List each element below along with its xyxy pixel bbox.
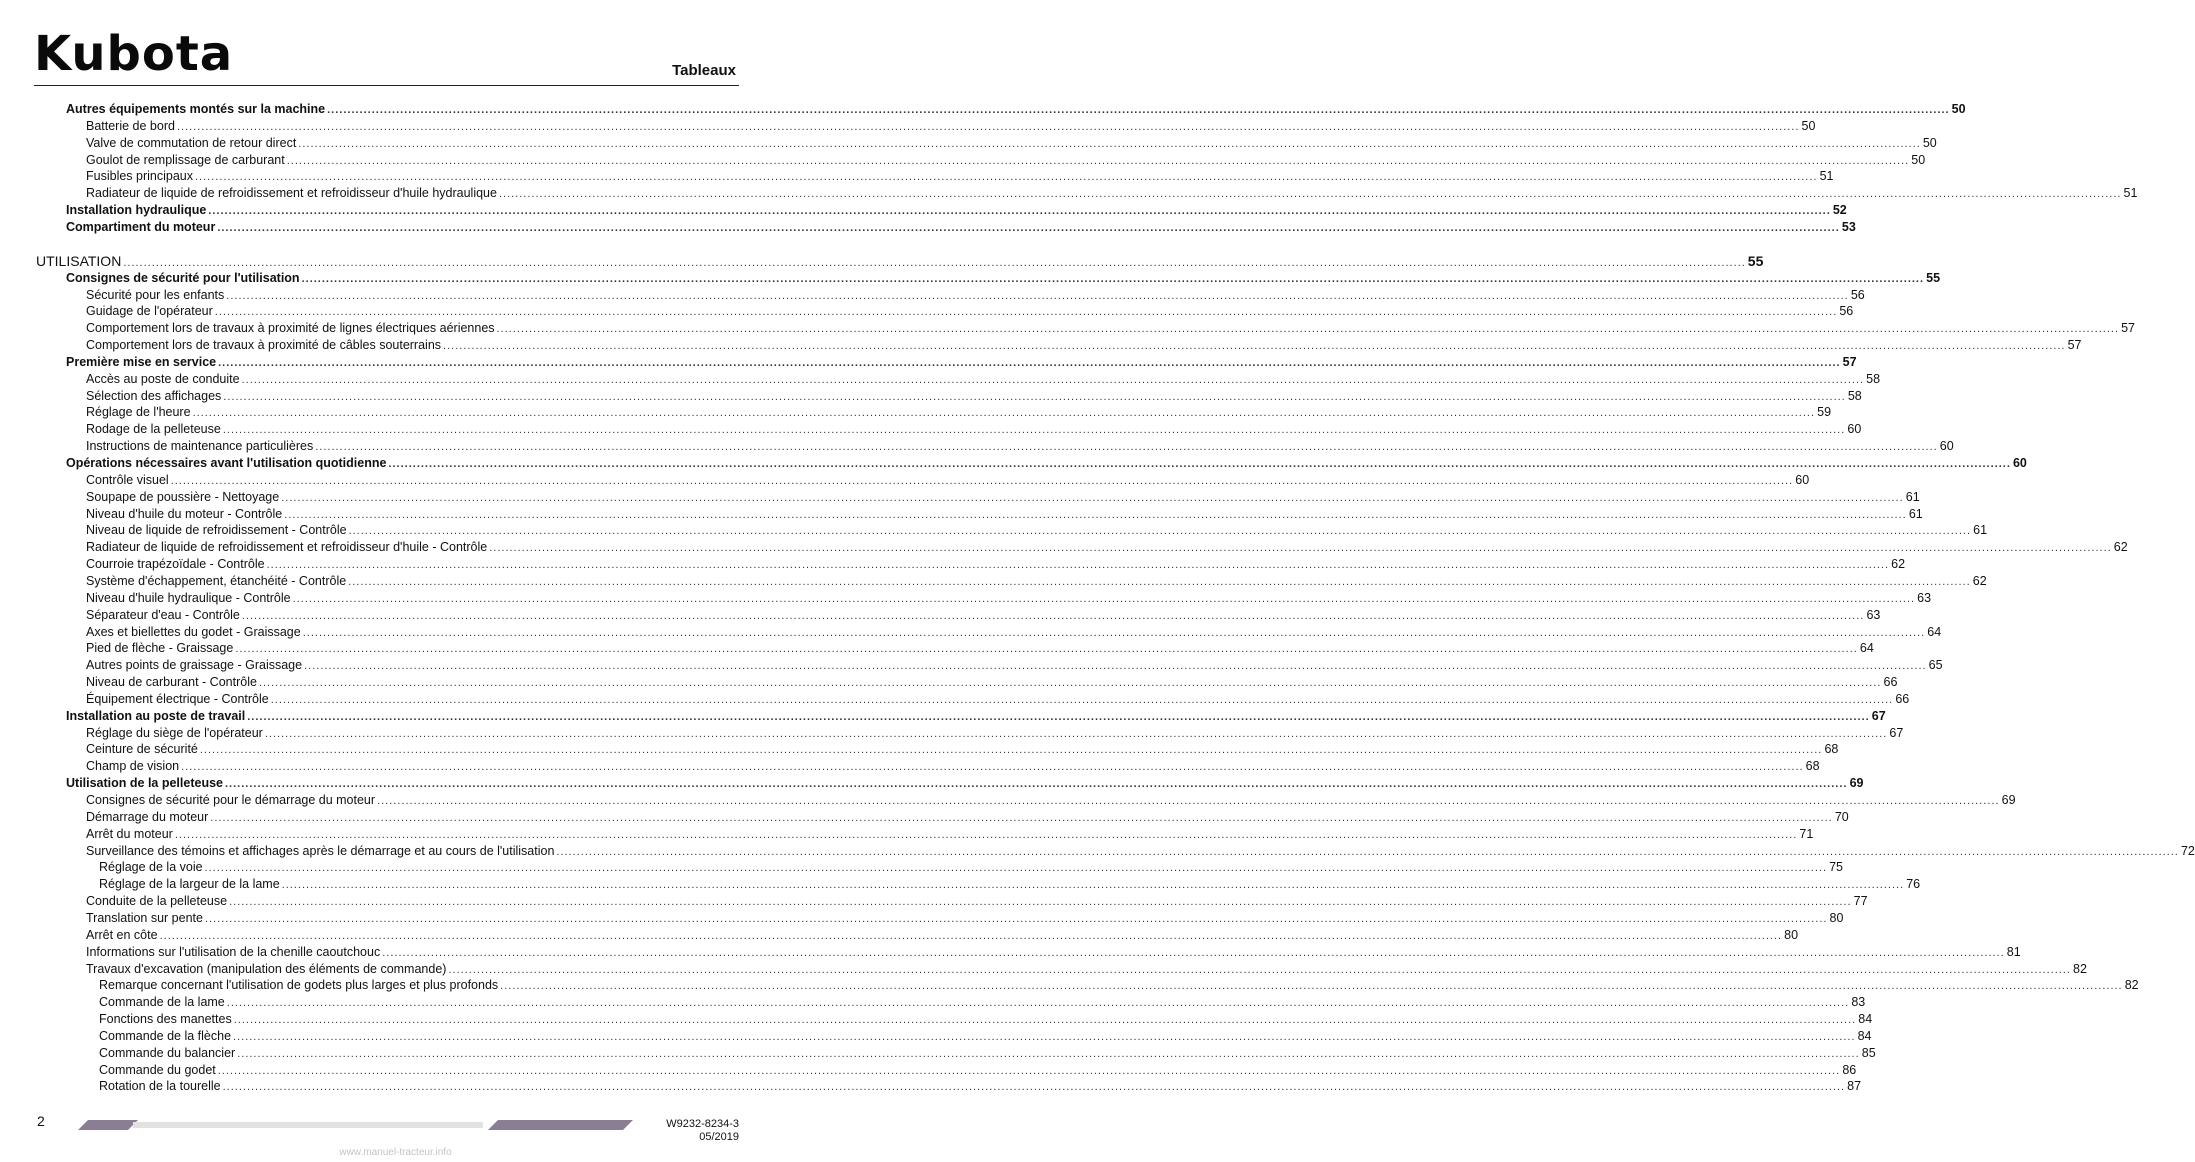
toc-entry-page: 55 [1926,270,1941,285]
toc-entry-label: Commande de la flèche [99,1028,232,1043]
toc-entry[interactable] [99,994,1866,1011]
toc-entry-page: 69 [1849,776,1864,791]
toc-entry-page: 62 [1891,557,1906,572]
toc-dot-leader: ................................................................................................................................................................................................................................................................................................................................................................................................................ [237,1047,1860,1060]
toc-entry-page: 80 [1784,927,1799,942]
toc-entry-page: 87 [1847,1079,1862,1094]
toc-entry-page: 82 [2124,978,2139,993]
toc-entry[interactable] [86,758,1820,775]
toc-dot-leader: ................................................................................................................................................................................................................................................................................................................................................................................................................ [225,778,1848,791]
toc-entry-page: 61 [1905,489,1920,504]
toc-dot-leader: ................................................................................................................................................................................................................................................................................................................................................................................................................ [204,912,1828,925]
toc-entry-label: Fonctions des manettes [99,1012,232,1027]
toc-entry[interactable] [86,168,1834,185]
toc-dot-leader: ................................................................................................................................................................................................................................................................................................................................................................................................................ [170,474,1794,487]
toc-entry-label: Opérations nécessaires avant l'utilisation quotidienne [66,456,387,470]
toc-entry-label: Instructions de maintenance particulières [86,439,314,454]
toc-entry-label: Autres équipements montés sur la machine [66,102,326,116]
toc-dot-leader: ................................................................................................................................................................................................................................................................................................................................................................................................................ [226,997,1850,1010]
toc-dot-leader: ................................................................................................................................................................................................................................................................................................................................................................................................................ [382,946,2005,959]
page-number: 2 [37,1113,45,1129]
toc-dot-leader: ................................................................................................................................................................................................................................................................................................................................................................................................................ [500,980,2123,993]
toc-entry-label: Valve de commutation de retour direct [86,135,297,150]
toc-dot-leader: ................................................................................................................................................................................................................................................................................................................................................................................................................ [241,609,1865,622]
toc-entry-label: Comportement lors de travaux à proximité de câbles souterrains [86,338,442,353]
toc-entry-page: 60 [1939,439,1954,454]
section-title: Tableaux [672,62,736,79]
toc-entry-label: Niveau d'huile hydraulique - Contrôle [86,590,291,605]
toc-entry[interactable] [86,725,1904,742]
toc-entry[interactable] [86,843,2195,860]
toc-entry[interactable] [86,624,1942,641]
toc-dot-leader: ................................................................................................................................................................................................................................................................................................................................................................................................................ [222,1081,1846,1094]
toc-entry-label: Démarrage du moteur [86,809,209,824]
toc-entry-label: Réglage de l'heure [86,405,191,420]
toc-entry[interactable] [86,404,1832,421]
toc-dot-leader: ................................................................................................................................................................................................................................................................................................................................................................................................................ [292,592,1916,605]
toc-entry-label: Installation hydraulique [66,203,207,218]
toc-entry-page: 51 [1819,169,1834,184]
toc-entry-label: Rodage de la pelleteuse [86,422,221,437]
toc-entry-page: 57 [2067,338,2082,353]
toc-entry[interactable] [86,472,1810,489]
toc-entry[interactable] [66,270,1941,287]
toc-entry-page: 60 [1795,472,1810,487]
toc-entry[interactable] [86,506,1923,523]
toc-entry[interactable] [86,371,1881,388]
toc-entry[interactable] [86,674,1898,691]
toc-entry[interactable] [86,573,1987,590]
toc-dot-leader: ................................................................................................................................................................................................................................................................................................................................................................................................................ [176,120,1800,133]
toc-entry[interactable] [86,388,1862,405]
toc-entry[interactable] [86,607,1881,624]
toc-dot-leader: ................................................................................................................................................................................................................................................................................................................................................................................................................ [298,137,1921,150]
toc-entry-label: Commande du godet [99,1062,216,1077]
toc-entry[interactable] [86,185,2138,202]
toc-entry-page: 57 [2121,321,2136,336]
toc-entry-page: 82 [2073,961,2087,976]
toc-entry-page: 50 [1801,118,1816,133]
toc-entry-label: Radiateur de liquide de refroidissement et refroidisseur d'huile hydraulique [86,186,497,201]
toc-entry[interactable] [99,1028,1872,1045]
toc-entry[interactable] [86,539,2128,556]
toc-dot-leader: ................................................................................................................................................................................................................................................................................................................................................................................................................ [258,677,1882,690]
toc-dot-leader: ................................................................................................................................................................................................................................................................................................................................................................................................................ [498,188,2122,201]
toc-dot-leader: ................................................................................................................................................................................................................................................................................................................................................................................................................ [281,879,1905,892]
toc-entry-page: 53 [1841,219,1856,234]
toc-entry-label: Informations sur l'utilisation de la chenille caoutchouc [86,944,381,959]
toc-entry-label: Axes et biellettes du godet - Graissage [86,624,301,639]
toc-dot-leader: ................................................................................................................................................................................................................................................................................................................................................................................................................ [217,1064,1841,1077]
toc-entry-page: 55 [1747,252,1764,269]
toc-entry-page: 64 [1927,624,1942,639]
toc-entry-page: 69 [2001,793,2016,807]
toc-entry[interactable] [99,1078,1862,1095]
toc-dot-leader: ................................................................................................................................................................................................................................................................................................................................................................................................................ [556,845,2179,858]
toc-entry[interactable] [86,438,1954,455]
toc-dot-leader: ................................................................................................................................................................................................................................................................................................................................................................................................................ [489,542,2112,555]
toc-entry-label: Première mise en service [66,354,217,369]
toc-entry[interactable] [86,303,1854,320]
toc-dot-leader: ................................................................................................................................................................................................................................................................................................................................................................................................................ [247,710,1870,723]
toc-entry[interactable] [86,893,1868,910]
toc-entry[interactable] [66,775,1864,792]
toc-entry[interactable] [86,118,1816,135]
toc-dot-leader: ................................................................................................................................................................................................................................................................................................................................................................................................................ [222,424,1846,437]
toc-entry[interactable] [86,135,1937,152]
toc-entry-page: 51 [2123,186,2138,201]
toc-entry-label: UTILISATION [36,252,122,269]
toc-entry-label: Niveau d'huile du moteur - Contrôle [86,506,283,521]
toc-entry-page: 68 [1824,742,1839,757]
toc-entry-label: Autres points de graissage - Graissage [86,658,303,673]
toc-entry-label: Arrêt en côte [86,927,158,942]
toc-entry-label: Accès au poste de conduite [86,371,240,386]
toc-entry-label: Contrôle visuel [86,472,169,487]
kubota-logo: Kubota [34,26,234,82]
toc-entry-page: 71 [1799,826,1814,841]
toc-dot-leader: ................................................................................................................................................................................................................................................................................................................................................................................................................ [302,626,1926,639]
toc-entry[interactable] [86,691,1910,708]
document-date: 05/2019 [699,1131,739,1143]
toc-entry-page: 62 [2113,540,2128,555]
toc-dot-leader: ................................................................................................................................................................................................................................................................................................................................................................................................................ [496,323,2120,336]
toc-entry-page: 76 [1906,877,1921,892]
toc-dot-leader: ................................................................................................................................................................................................................................................................................................................................................................................................................ [235,643,1858,656]
toc-entry-label: Arrêt du moteur [86,826,173,841]
toc-dot-leader: ................................................................................................................................................................................................................................................................................................................................................................................................................ [388,458,2011,470]
toc-entry-page: 50 [1922,135,1937,150]
toc-dot-leader: ................................................................................................................................................................................................................................................................................................................................................................................................................ [123,256,1746,269]
document-reference: W9232-8234-3 [666,1118,739,1130]
toc-entry-page: 50 [1951,102,1966,116]
toc-dot-leader: ................................................................................................................................................................................................................................................................................................................................................................................................................ [229,896,1852,909]
toc-entry[interactable] [86,556,1906,573]
toc-entry[interactable] [99,977,2139,994]
toc-entry[interactable] [86,421,1862,438]
toc-dot-leader: ................................................................................................................................................................................................................................................................................................................................................................................................................ [218,356,1841,369]
toc-entry-label: Sécurité pour les enfants [86,287,225,302]
toc-entry-page: 67 [1871,708,1886,723]
toc-dot-leader: ................................................................................................................................................................................................................................................................................................................................................................................................................ [270,693,1894,706]
document-code [666,1118,739,1144]
toc-entry-label: Radiateur de liquide de refroidissement et refroidisseur d'huile - Contrôle [86,540,488,555]
toc-dot-leader: ................................................................................................................................................................................................................................................................................................................................................................................................................ [174,828,1798,841]
toc-entry-page: 56 [1850,287,1865,302]
toc-entry[interactable] [99,1011,1873,1028]
toc-dot-leader: ................................................................................................................................................................................................................................................................................................................................................................................................................ [286,154,1910,167]
toc-entry-label: Guidage de l'opérateur [86,304,213,319]
toc-entry-label: Commande de la lame [99,995,225,1010]
toc-entry-label: Séparateur d'eau - Contrôle [86,607,240,622]
toc-entry-label: Translation sur pente [86,910,203,925]
toc-dot-leader: ................................................................................................................................................................................................................................................................................................................................................................................................................ [284,508,1907,521]
toc-entry-page: 77 [1853,894,1868,909]
toc-entry-label: Comportement lors de travaux à proximité de lignes électriques aériennes [86,321,495,336]
toc-entry-page: 66 [1883,675,1898,690]
toc-entry-page: 67 [1889,725,1904,740]
toc-entry-label: Goulot de remplissage de carburant [86,152,285,167]
toc-entry[interactable] [86,910,1844,927]
toc-entry[interactable] [86,590,1932,607]
toc-dot-leader: ................................................................................................................................................................................................................................................................................................................................................................................................................ [159,929,1783,942]
toc-entry[interactable] [86,640,1874,657]
toc-dot-leader: ................................................................................................................................................................................................................................................................................................................................................................................................................ [208,205,1831,218]
toc-dot-leader: ................................................................................................................................................................................................................................................................................................................................................................................................................ [214,306,1838,319]
toc-dot-leader: ................................................................................................................................................................................................................................................................................................................................................................................................................ [348,575,1971,588]
toc-dot-leader: ................................................................................................................................................................................................................................................................................................................................................................................................................ [266,559,1890,572]
toc-dot-leader: ................................................................................................................................................................................................................................................................................................................................................................................................................ [217,221,1840,234]
toc-entry[interactable] [86,522,1988,539]
toc-entry[interactable] [66,354,1857,371]
toc-entry[interactable] [86,826,1814,843]
toc-dot-leader: ................................................................................................................................................................................................................................................................................................................................................................................................................ [233,1014,1857,1027]
footer-decorative-bar [78,1118,638,1132]
toc-entry-page: 70 [1834,809,1849,824]
toc-entry-label: Niveau de carburant - Contrôle [86,675,257,690]
toc-entry-page: 63 [1866,607,1881,622]
toc-entry[interactable] [99,859,1844,876]
toc-entry-page: 75 [1829,860,1844,875]
toc-entry-page: 52 [1832,203,1847,218]
toc-entry-page: 83 [1851,995,1866,1010]
toc-entry[interactable] [86,961,2087,978]
toc-entry-page: 81 [2006,944,2021,959]
toc-entry[interactable] [86,337,2082,354]
toc-dot-leader: ................................................................................................................................................................................................................................................................................................................................................................................................................ [448,963,2071,976]
toc-entry-label: Courroie trapézoïdale - Contrôle [86,557,265,572]
toc-dot-leader: ................................................................................................................................................................................................................................................................................................................................................................................................................ [223,390,1846,403]
toc-entry-page: 64 [1859,641,1874,656]
toc-dot-leader: ................................................................................................................................................................................................................................................................................................................................................................................................................ [233,1030,1856,1043]
toc-entry-label: Conduite de la pelleteuse [86,894,228,909]
toc-entry[interactable] [86,489,1920,506]
toc-entry[interactable] [86,927,1799,944]
toc-entry-label: Soupape de poussière - Nettoyage [86,489,280,504]
watermark: www.manuel-tracteur.info [339,1147,452,1158]
toc-entry-label: Fusibles principaux [86,169,193,184]
toc-entry[interactable] [99,1062,1857,1079]
toc-dot-leader: ................................................................................................................................................................................................................................................................................................................................................................................................................ [315,441,1938,454]
toc-dot-leader: ................................................................................................................................................................................................................................................................................................................................................................................................................ [192,407,1816,420]
toc-entry-page: 84 [1858,1012,1873,1027]
toc-entry-page: 66 [1895,691,1910,706]
toc-dot-leader: ................................................................................................................................................................................................................................................................................................................................................................................................................ [241,373,1865,386]
toc-entry[interactable] [86,792,2016,809]
toc-dot-leader: ................................................................................................................................................................................................................................................................................................................................................................................................................ [195,171,1818,184]
toc-entry-label: Pied de flèche - Graissage [86,641,234,656]
toc-dot-leader: ................................................................................................................................................................................................................................................................................................................................................................................................................ [443,340,2066,353]
toc-entry-page: 85 [1861,1045,1876,1060]
toc-entry[interactable] [66,708,1886,725]
toc-dot-leader: ................................................................................................................................................................................................................................................................................................................................................................................................................ [210,811,1833,824]
toc-entry-label: Équipement électrique - Contrôle [86,691,269,706]
toc-entry-label: Niveau de liquide de refroidissement - Contrôle [86,523,347,538]
toc-dot-leader: ................................................................................................................................................................................................................................................................................................................................................................................................................ [281,491,1904,504]
toc-entry-label: Réglage de la largeur de la lame [99,877,280,892]
toc-entry-label: Réglage du siège de l'opérateur [86,725,263,740]
toc-entry-page: 58 [1866,371,1881,386]
toc-dot-leader: ................................................................................................................................................................................................................................................................................................................................................................................................................ [264,727,1888,740]
toc-dot-leader: ................................................................................................................................................................................................................................................................................................................................................................................................................ [181,761,1804,774]
toc-entry-label: Ceinture de sécurité [86,742,198,757]
toc-entry-label: Commande du balancier [99,1045,236,1060]
toc-entry-label: Sélection des affichages [86,388,222,403]
toc-entry-label: Compartiment du moteur [66,219,216,234]
toc-entry-page: 61 [1973,523,1988,538]
toc-entry[interactable] [86,741,1839,758]
toc-entry-label: Champ de vision [86,759,180,774]
toc-entry-label: Consignes de sécurité pour le démarrage du moteur [86,793,376,807]
toc-entry-label: Réglage de la voie [99,860,203,875]
toc-entry-label: Batterie de bord [86,118,175,133]
toc-entry[interactable] [86,809,1849,826]
toc-entry[interactable] [66,101,1966,118]
toc-entry-label: Rotation de la tourelle [99,1079,221,1094]
toc-entry-label: Travaux d'excavation (manipulation des éléments de commande) [86,961,447,976]
toc-entry-page: 58 [1847,388,1862,403]
toc-dot-leader: ................................................................................................................................................................................................................................................................................................................................................................................................................ [199,744,1823,757]
toc-entry-label: Surveillance des témoins et affichages après le démarrage et au cours de l'utilisation [86,843,555,858]
toc-entry-page: 61 [1908,506,1923,521]
toc-entry-page: 65 [1928,658,1943,673]
toc-entry-page: 60 [1847,422,1862,437]
toc-entry-page: 62 [1972,573,1987,588]
toc-entry[interactable] [66,219,1856,236]
toc-dot-leader: ................................................................................................................................................................................................................................................................................................................................................................................................................ [348,525,1972,538]
toc-entry[interactable] [86,944,2021,961]
toc-entry[interactable] [66,202,1847,219]
header-divider [34,85,739,86]
toc-entry-page: 80 [1829,910,1844,925]
toc-entry[interactable] [36,252,1764,270]
toc-entry[interactable] [86,320,2136,337]
toc-entry-page: 57 [1842,354,1857,369]
toc-entry-page: 68 [1805,759,1820,774]
toc-entry-page: 50 [1911,152,1926,167]
toc-entry-page: 63 [1917,590,1932,605]
toc-entry[interactable] [86,152,1926,169]
toc-entry-page: 84 [1857,1028,1872,1043]
toc-dot-leader: ................................................................................................................................................................................................................................................................................................................................................................................................................ [204,862,1828,875]
toc-entry-label: Utilisation de la pelleteuse [66,776,223,791]
toc-entry-page: 86 [1842,1062,1857,1077]
toc-entry-label: Remarque concernant l'utilisation de godets plus larges et plus profonds [99,978,499,993]
toc-entry-page: 72 [2180,843,2195,858]
toc-entry-label: Système d'échappement, étanchéité - Contrôle [86,573,347,588]
toc-dot-leader: ................................................................................................................................................................................................................................................................................................................................................................................................................ [226,289,1849,302]
toc-entry[interactable] [99,1045,1876,1062]
toc-entry[interactable] [99,876,1921,893]
toc-entry[interactable] [86,657,1943,674]
toc-entry[interactable] [66,455,2027,472]
toc-dot-leader: ................................................................................................................................................................................................................................................................................................................................................................................................................ [304,660,1927,673]
toc-dot-leader: ................................................................................................................................................................................................................................................................................................................................................................................................................ [327,104,1950,116]
toc-entry-label: Installation au poste de travail [66,708,246,723]
toc-dot-leader: ................................................................................................................................................................................................................................................................................................................................................................................................................ [377,795,2000,807]
toc-entry-label: Consignes de sécurité pour l'utilisation [66,270,300,285]
toc-entry-page: 59 [1817,405,1832,420]
toc-dot-leader: ................................................................................................................................................................................................................................................................................................................................................................................................................ [301,272,1925,285]
toc-entry-page: 60 [2012,456,2027,470]
toc-entry[interactable] [86,287,1865,304]
toc-entry-page: 56 [1839,304,1854,319]
